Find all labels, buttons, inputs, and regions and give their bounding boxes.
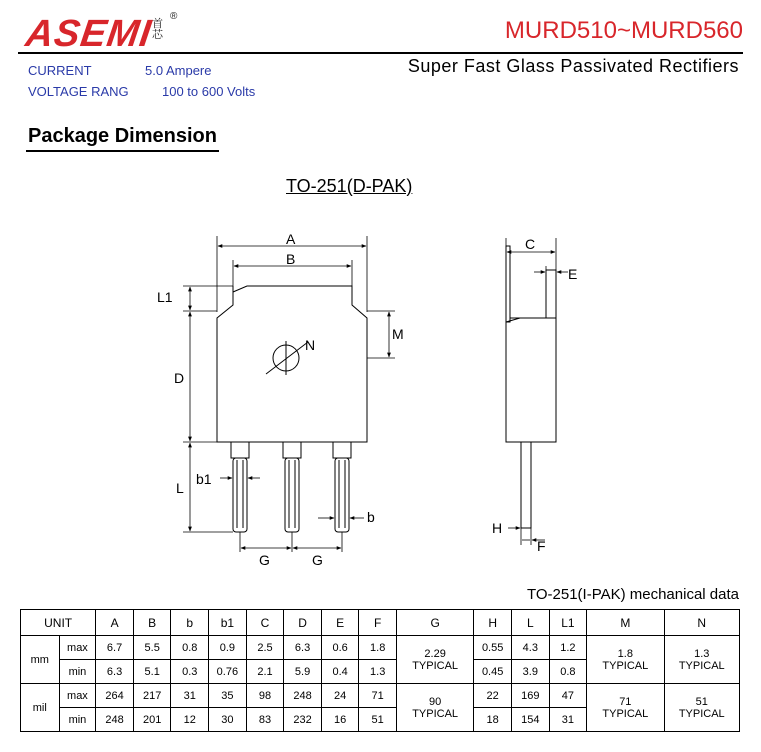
lead-right xyxy=(333,442,351,532)
value-cell: 0.3 xyxy=(171,660,209,684)
current-label: CURRENT xyxy=(28,63,92,78)
typical-cell-G: 2.29 TYPICAL xyxy=(396,636,473,684)
value-cell: 22 xyxy=(474,684,512,708)
value-cell: 0.8 xyxy=(549,660,587,684)
typical-cell-M: 1.8 TYPICAL xyxy=(587,636,664,684)
dim-label-H: H xyxy=(492,520,503,536)
limit-cell: min xyxy=(59,660,96,684)
unit-cell-mm: mm xyxy=(21,636,60,684)
table-header-row xyxy=(21,610,740,636)
value-cell: 47 xyxy=(549,684,587,708)
value-cell: 169 xyxy=(511,684,549,708)
value-cell: 248 xyxy=(96,708,134,732)
dim-label-F: F xyxy=(537,538,546,554)
table-row-mil-max xyxy=(21,684,740,708)
side-tab xyxy=(506,246,510,322)
value-cell: 0.6 xyxy=(321,636,359,660)
value-cell: 83 xyxy=(246,708,284,732)
value-cell: 5.5 xyxy=(133,636,171,660)
dim-label-G-1: G xyxy=(259,552,270,568)
voltage-value: 100 to 600 Volts xyxy=(162,84,256,99)
value-cell: 264 xyxy=(96,684,134,708)
side-heatsink xyxy=(546,270,556,318)
header-cell: N xyxy=(664,610,740,636)
header-cell: E xyxy=(321,610,359,636)
header-cell: L xyxy=(511,610,549,636)
dim-label-D: D xyxy=(174,370,185,386)
value-cell: 35 xyxy=(209,684,247,708)
voltage-label: VOLTAGE RANG xyxy=(28,84,129,99)
value-cell: 0.76 xyxy=(209,660,247,684)
dim-label-A: A xyxy=(286,231,296,247)
value-cell: 6.7 xyxy=(96,636,134,660)
part-number-range: MURD510~MURD560 xyxy=(504,17,743,44)
value-cell: 2.1 xyxy=(246,660,284,684)
value-cell: 31 xyxy=(549,708,587,732)
value-cell: 24 xyxy=(321,684,359,708)
dim-label-L: L xyxy=(176,480,184,496)
header-cell: b1 xyxy=(209,610,247,636)
lead-left xyxy=(231,442,249,532)
value-cell: 232 xyxy=(284,708,322,732)
value-cell: 1.8 xyxy=(359,636,397,660)
limit-cell: max xyxy=(59,636,96,660)
value-cell: 71 xyxy=(359,684,397,708)
header-cell: F xyxy=(359,610,397,636)
value-cell: 1.2 xyxy=(549,636,587,660)
dim-label-C: C xyxy=(525,236,536,252)
value-cell: 0.45 xyxy=(474,660,512,684)
value-cell: 154 xyxy=(511,708,549,732)
typical-cell-N: 1.3 TYPICAL xyxy=(664,636,740,684)
limit-cell: min xyxy=(59,708,96,732)
header-cell: G xyxy=(396,610,473,636)
value-cell: 30 xyxy=(209,708,247,732)
table-caption: TO-251(I-PAK) mechanical data xyxy=(526,586,739,603)
section-heading: Package Dimension xyxy=(28,125,217,147)
dim-label-b: b xyxy=(367,509,375,525)
dim-label-L1: L1 xyxy=(157,289,173,305)
brand-logo-cn: 首芯 xyxy=(152,17,163,41)
lead-center xyxy=(283,442,301,532)
value-cell: 16 xyxy=(321,708,359,732)
typical-cell-N: 51 TYPICAL xyxy=(664,684,740,732)
header-cell: b xyxy=(171,610,209,636)
mechanical-data-table xyxy=(20,609,740,732)
header-cell: B xyxy=(133,610,171,636)
header-cell: M xyxy=(587,610,664,636)
dim-label-b1: b1 xyxy=(196,471,212,487)
value-cell: 98 xyxy=(246,684,284,708)
typical-cell-M: 71 TYPICAL xyxy=(587,684,664,732)
value-cell: 12 xyxy=(171,708,209,732)
package-name: TO-251(D-PAK) xyxy=(286,176,413,196)
brand-logo: ASEMI xyxy=(23,13,155,55)
product-subtitle: Super Fast Glass Passivated Rectifiers xyxy=(407,56,739,76)
package-body-side xyxy=(506,318,556,442)
value-cell: 5.1 xyxy=(133,660,171,684)
side-lead xyxy=(521,442,531,528)
header-cell: D xyxy=(284,610,322,636)
value-cell: 18 xyxy=(474,708,512,732)
unit-cell-mil: mil xyxy=(21,684,60,732)
value-cell: 1.3 xyxy=(359,660,397,684)
value-cell: 6.3 xyxy=(96,660,134,684)
dim-label-B: B xyxy=(286,251,296,267)
value-cell: 0.55 xyxy=(474,636,512,660)
dim-label-G-2: G xyxy=(312,552,323,568)
header-cell: L1 xyxy=(549,610,587,636)
value-cell: 0.8 xyxy=(171,636,209,660)
value-cell: 6.3 xyxy=(284,636,322,660)
typical-cell-G: 90 TYPICAL xyxy=(396,684,473,732)
value-cell: 0.9 xyxy=(209,636,247,660)
value-cell: 248 xyxy=(284,684,322,708)
limit-cell: max xyxy=(59,684,96,708)
value-cell: 51 xyxy=(359,708,397,732)
header-cell: UNIT xyxy=(21,610,96,636)
table-row-mm-max xyxy=(21,636,740,660)
value-cell: 201 xyxy=(133,708,171,732)
value-cell: 5.9 xyxy=(284,660,322,684)
value-cell: 0.4 xyxy=(321,660,359,684)
dim-label-E: E xyxy=(568,266,578,282)
dim-label-M: M xyxy=(392,326,404,342)
registered-mark: ® xyxy=(170,11,178,22)
header-cell: H xyxy=(474,610,512,636)
header-cell: A xyxy=(96,610,134,636)
header-cell: C xyxy=(246,610,284,636)
current-value: 5.0 Ampere xyxy=(145,63,212,78)
value-cell: 217 xyxy=(133,684,171,708)
package-body-front xyxy=(217,286,367,442)
value-cell: 4.3 xyxy=(511,636,549,660)
dim-label-N: N xyxy=(305,337,316,353)
value-cell: 31 xyxy=(171,684,209,708)
value-cell: 3.9 xyxy=(511,660,549,684)
value-cell: 2.5 xyxy=(246,636,284,660)
